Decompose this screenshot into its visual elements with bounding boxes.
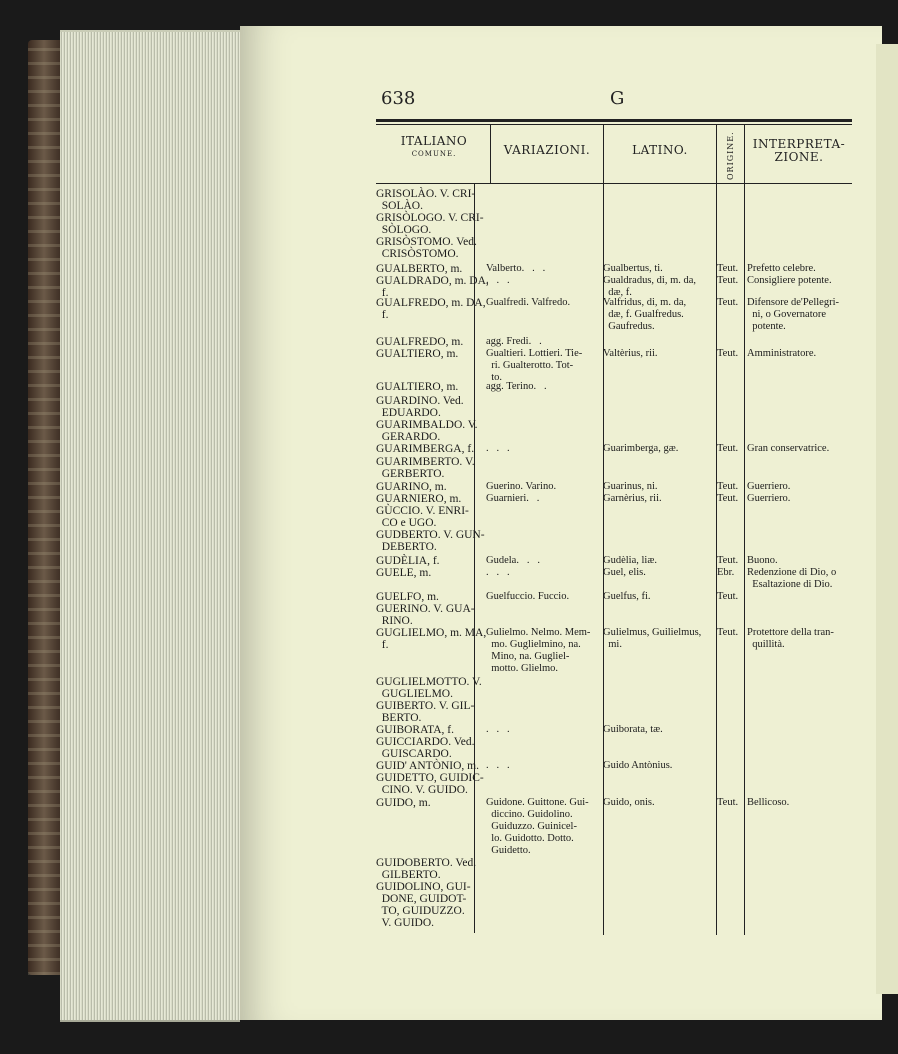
cell-var: Gudela. . .	[486, 555, 540, 566]
cell-var: . . .	[486, 443, 510, 454]
cell-ori: Teut.	[717, 797, 739, 808]
cell-var: Gulielmo. Nelmo. Mem- mo. Guglielmino, na. Mino, na. Gugliel- motto. Glielmo.	[486, 627, 591, 674]
cell-lat: Gualbertus, ti.	[603, 263, 663, 274]
cell-ori: Teut.	[717, 555, 739, 566]
cell-ori: Teut.	[717, 591, 739, 602]
cell-it: GUELE, m.	[376, 567, 432, 579]
section-letter: G	[610, 88, 625, 109]
header-latino: LATINO.	[632, 143, 688, 157]
cell-lat: Guiborata, tæ.	[603, 724, 663, 735]
cell-it: GUALFREDO, m. DA, f.	[376, 297, 486, 321]
cell-it: GUARIMBERTO. V. GERBERTO.	[376, 456, 475, 480]
col-divider-4	[744, 125, 745, 935]
cell-int: Guerriero.	[747, 493, 791, 504]
cell-var: . . .	[486, 275, 510, 286]
cell-lat: Gulielmus, Guilielmus, mi.	[603, 627, 702, 650]
cell-ori: Teut.	[717, 263, 739, 274]
cell-lat: Gudèlia, liæ.	[603, 555, 657, 566]
cell-ori: Teut.	[717, 443, 739, 454]
cell-lat: Guelfus, fi.	[603, 591, 651, 602]
cell-it: GUGLIELMO, m. MA, f.	[376, 627, 487, 651]
cell-lat: Garnèrius, rii.	[603, 493, 662, 504]
cell-it: GUIDOBERTO. Ved. GILBERTO.	[376, 857, 477, 881]
cell-ori: Teut.	[717, 627, 739, 638]
cell-int: Bellicoso.	[747, 797, 790, 808]
facing-page-edge	[876, 44, 898, 994]
cell-lat: Guarinus, ni.	[603, 481, 658, 492]
cell-ori: Teut.	[717, 481, 739, 492]
cell-int: Protettore della tran- quillità.	[747, 627, 834, 650]
cell-ori: Teut.	[717, 297, 739, 308]
cell-var: . . .	[486, 760, 510, 771]
cell-ori: Teut.	[717, 493, 739, 504]
cell-var: Guarnieri. .	[486, 493, 540, 504]
cell-lat: Guarimberga, gæ.	[603, 443, 679, 454]
cell-var: Guerino. Varino.	[486, 481, 557, 492]
cell-it: GUARNIERO, m.	[376, 493, 462, 505]
cell-int: Buono.	[747, 555, 778, 566]
cell-it: GUARINO, m.	[376, 481, 447, 493]
cell-lat: Gualdradus, di, m. da, dæ, f.	[603, 275, 697, 298]
cell-lat: Valfridus, di, m. da, dæ, f. Gualfredus. Gaufredus.	[603, 297, 687, 332]
cell-it: GUIDOLINO, GUI- DONE, GUIDOT- TO, GUIDUZZO. V. GUIDO.	[376, 881, 471, 929]
header-interpretazione: INTERPRETA- ZIONE.	[752, 137, 846, 164]
cell-it: GUDBERTO. V. GUN- DEBERTO.	[376, 529, 485, 553]
header-variazioni: VARIAZIONI.	[503, 143, 591, 157]
cell-it: GUALBERTO, m.	[376, 263, 463, 275]
cell-it: GRISÒSTOMO. Ved. CRISÒSTOMO.	[376, 236, 477, 260]
cell-it: GUID' ANTÒNIO, m.	[376, 760, 480, 772]
cell-it: GUIDETTO, GUIDIC- CINO. V. GUIDO.	[376, 772, 484, 796]
col-divider-3	[716, 125, 717, 935]
cell-it: GÙCCIO. V. ENRI- CO e UGO.	[376, 505, 469, 529]
book-page	[240, 26, 882, 1020]
cell-it: GUALDRADO, m. f.	[376, 275, 467, 299]
top-rule-thin	[376, 124, 852, 125]
cell-var: . . .	[486, 724, 510, 735]
cell-it: GUIBORATA, f.	[376, 724, 454, 736]
cell-ori: Ebr.	[717, 567, 735, 578]
cell-var: agg. Fredi. .	[486, 336, 542, 347]
cell-var: Valberto. . .	[486, 263, 546, 274]
cell-int: Consigliere potente.	[747, 275, 832, 286]
cell-it: GUIBERTO. V. GIL- BERTO.	[376, 700, 475, 724]
cell-int: Redenzione di Dio, o Esaltazione di Dio.	[747, 567, 837, 590]
cell-var: Guelfuccio. Fuccio.	[486, 591, 570, 602]
cell-ori: Teut.	[717, 348, 739, 359]
cell-it: GUDÈLIA, f.	[376, 555, 440, 567]
col-divider-2	[603, 125, 604, 935]
cell-var: Guidone. Guittone. Gui- diccino. Guidolino. Guiduzzo. Guinicel- lo. Guidotto. Dotto. Guidetto.	[486, 797, 589, 856]
top-rule	[376, 119, 852, 122]
cell-it: GUALTIERO, m.	[376, 348, 459, 360]
cell-var: . . .	[486, 567, 510, 578]
page-edges	[60, 30, 240, 1022]
cell-it: GUIDO, m.	[376, 797, 431, 809]
cell-var: Gualtieri. Lottieri. Tie- ri. Gualterotto. Tot- to.	[486, 348, 583, 383]
page-number: 638	[381, 88, 416, 109]
cell-it: GUALFREDO, m.	[376, 336, 464, 348]
cell-lat: Guel, elis.	[603, 567, 646, 578]
cell-int: Gran conservatrice.	[747, 443, 830, 454]
cell-it: GRISOLÀO. V. CRI- SOLÀO.	[376, 188, 476, 212]
cell-int: Guerriero.	[747, 481, 791, 492]
cell-lat: Guido Antònius.	[603, 760, 673, 771]
cell-it: GUICCIARDO. Ved. GUISCARDO.	[376, 736, 475, 760]
cell-int: Difensore de'Pellegri- ni, o Governatore potente.	[747, 297, 839, 332]
cell-it: GUERINO. V. GUA- RINO.	[376, 603, 475, 627]
cell-lat: Valtèrius, rii.	[603, 348, 658, 359]
header-italiano: ITALIANO COMUNE.	[400, 134, 468, 158]
cell-it: GUALTIERO, m.	[376, 381, 459, 393]
cell-it: GRISÒLOGO. V. CRI- SÒLOGO.	[376, 212, 484, 236]
cell-it: GUARIMBERGA, f.	[376, 443, 475, 455]
cell-int: Prefetto celebre.	[747, 263, 816, 274]
header-origine: ORIGINE.	[726, 131, 735, 180]
cell-it: GUARDINO. Ved. EDUARDO.	[376, 395, 464, 419]
cell-ori: Teut.	[717, 275, 739, 286]
cell-int: Amministratore.	[747, 348, 817, 359]
cell-var: Gualfredi. Valfredo.	[486, 297, 571, 308]
cell-it: GUARIMBALDO. V. GERARDO.	[376, 419, 478, 443]
cell-lat: Guido, onis.	[603, 797, 655, 808]
cell-it: GUELFO, m.	[376, 591, 439, 603]
cell-it: GUGLIELMOTTO. GUGLIELMO.	[376, 676, 470, 700]
col-divider-1-head	[490, 125, 491, 183]
cell-var: agg. Terino. .	[486, 381, 547, 392]
header-rule	[376, 183, 852, 184]
